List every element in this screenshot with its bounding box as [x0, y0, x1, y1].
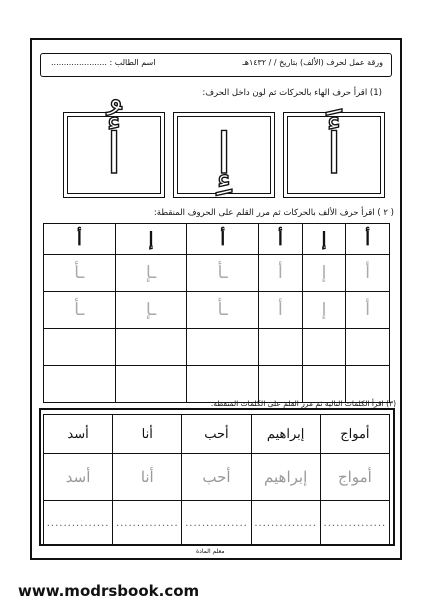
- trace-word-cell[interactable]: أنا: [113, 454, 182, 501]
- table-cell: أ: [187, 224, 259, 255]
- trace-cell[interactable]: أ: [259, 292, 303, 329]
- empty-cell[interactable]: [44, 366, 116, 403]
- trace-word-cell[interactable]: إبراهيم: [251, 454, 320, 501]
- letter-glyph: إِ: [216, 122, 232, 187]
- word-cell: إبراهيم: [251, 415, 320, 454]
- table-row: [44, 415, 390, 454]
- table-cell: أ: [259, 224, 303, 255]
- word-cell: أسد: [44, 415, 113, 454]
- trace-cell[interactable]: ـإ: [115, 255, 187, 292]
- empty-cell[interactable]: [346, 329, 390, 366]
- trace-cell[interactable]: ـأ: [187, 292, 259, 329]
- trace-cell[interactable]: ـأ: [44, 292, 116, 329]
- letter-card: [283, 112, 385, 198]
- empty-cell[interactable]: [259, 329, 303, 366]
- table-row: [44, 366, 390, 403]
- empty-cell[interactable]: [302, 366, 346, 403]
- word-cell: أحب: [182, 415, 251, 454]
- trace-cell[interactable]: ـأ: [187, 255, 259, 292]
- trace-word-cell[interactable]: أسد: [44, 454, 113, 501]
- empty-cell[interactable]: [187, 329, 259, 366]
- table-row: [44, 454, 390, 501]
- table-cell: أ: [346, 224, 390, 255]
- write-cell[interactable]: ...............: [320, 501, 389, 546]
- letter-card: [173, 112, 275, 198]
- table-row: [44, 329, 390, 366]
- trace-cell[interactable]: إ: [302, 255, 346, 292]
- table-cell: إ: [302, 224, 346, 255]
- table-row: [44, 292, 390, 329]
- teacher-signature-label: معلم المادة: [196, 548, 225, 555]
- empty-cell[interactable]: [302, 329, 346, 366]
- table-cell: إ: [115, 224, 187, 255]
- empty-cell[interactable]: [346, 366, 390, 403]
- word-cell: أمواج: [320, 415, 389, 454]
- trace-word-cell[interactable]: أمواج: [320, 454, 389, 501]
- empty-cell[interactable]: [44, 329, 116, 366]
- word-cell: أنا: [113, 415, 182, 454]
- section2-instruction: ( ٢ ) اقرأ حرف الألف بالحركات ثم مرر القلم على الحروف المنقطة:: [153, 208, 394, 218]
- worksheet-title: ورقة عمل لحرف (الألف) بتاريخ / / ١٤٣٢هـ: [242, 58, 383, 67]
- section1-instruction: (1) اقرأ حرف الهاء بالحركات ثم لون داخل الحرف:: [202, 88, 382, 98]
- trace-word-cell[interactable]: أحب: [182, 454, 251, 501]
- letter-glyph: أَ: [326, 122, 342, 187]
- website-watermark[interactable]: www.modrsbook.com: [18, 582, 200, 600]
- letter-tracing-table: [43, 223, 390, 403]
- trace-cell[interactable]: ـإ: [115, 292, 187, 329]
- empty-cell[interactable]: [259, 366, 303, 403]
- write-cell[interactable]: ...............: [113, 501, 182, 546]
- trace-cell[interactable]: ـأ: [44, 255, 116, 292]
- trace-cell[interactable]: إ: [302, 292, 346, 329]
- table-row: [44, 501, 390, 546]
- table-cell: أ: [44, 224, 116, 255]
- trace-cell[interactable]: أ: [346, 292, 390, 329]
- worksheet-header: [40, 53, 392, 77]
- write-cell[interactable]: ...............: [44, 501, 113, 546]
- letter-card: [63, 112, 165, 198]
- table-row: [44, 255, 390, 292]
- section3-instruction: (٣) اقرأ الكلمات التالية ثم مرر القلم على الكلمات المنقطة:: [210, 399, 396, 408]
- trace-cell[interactable]: أ: [346, 255, 390, 292]
- write-cell[interactable]: ...............: [182, 501, 251, 546]
- student-name-field: اسم الطالب : ......................: [51, 58, 156, 67]
- empty-cell[interactable]: [115, 366, 187, 403]
- trace-cell[interactable]: أ: [259, 255, 303, 292]
- letter-glyph: أُ: [106, 122, 122, 187]
- empty-cell[interactable]: [115, 329, 187, 366]
- empty-cell[interactable]: [187, 366, 259, 403]
- write-cell[interactable]: ...............: [251, 501, 320, 546]
- word-tracing-table: [43, 414, 390, 546]
- table-row: [44, 224, 390, 255]
